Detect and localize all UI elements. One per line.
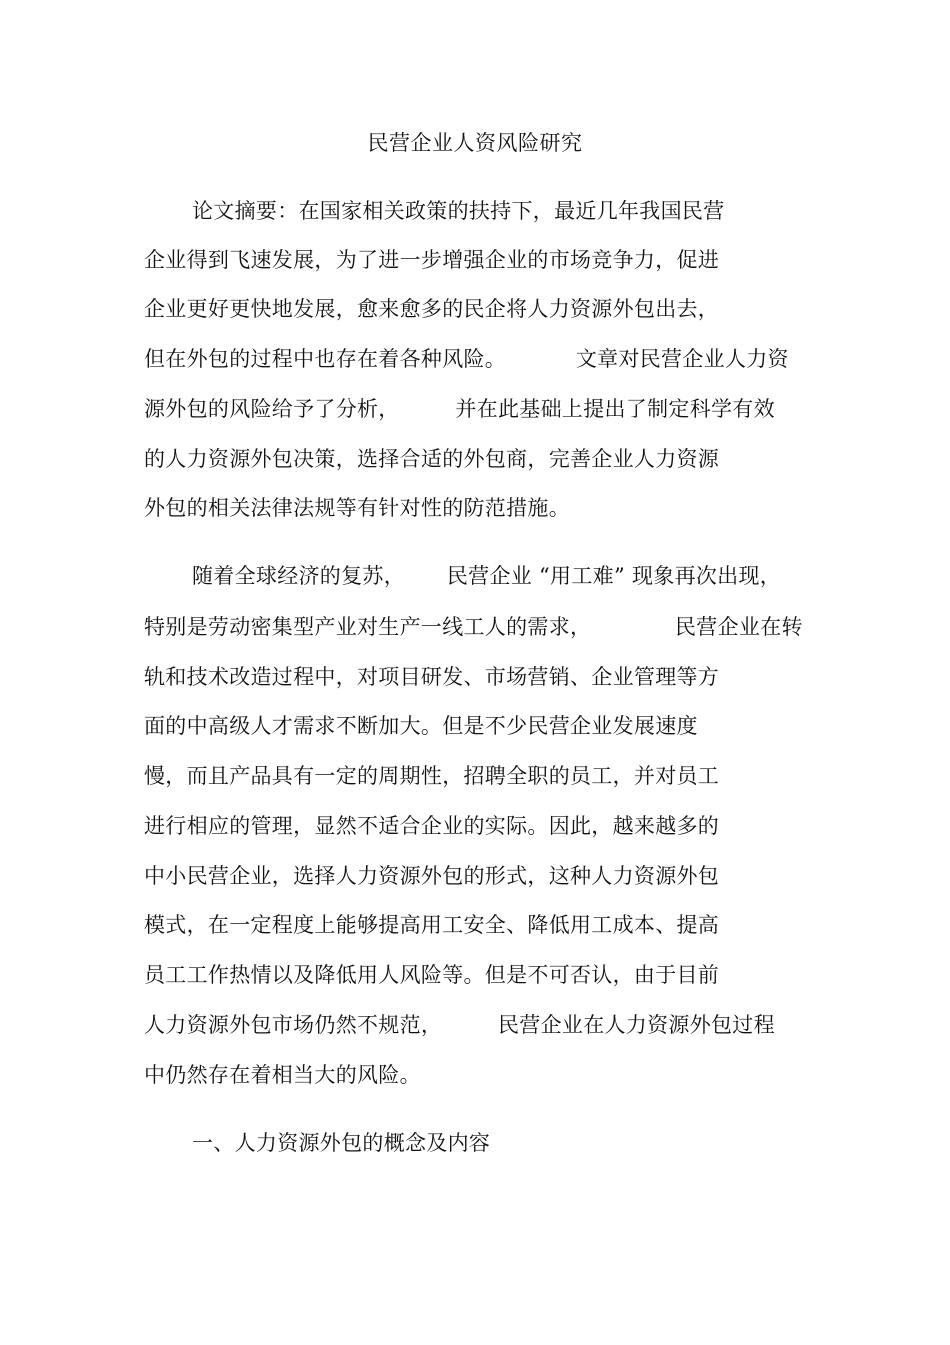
abstract-line: 企业更好更快地发展，愈来愈多的民企将人力资源外包出去， [144,297,720,321]
abstract-line: 企业得到飞速发展，为了进一步增强企业的市场竞争力，促进 [144,248,720,272]
abstract-line: 的人力资源外包决策，选择合适的外包商，完善企业人力资源 [144,447,720,471]
abstract-line: 源外包的风险给予了分析， 并在此基础上提出了制定科学有效 [144,397,775,421]
abstract-line: 但在外包的过程中也存在着各种风险。 文章对民营企业人力资 [144,347,789,371]
body-line: 进行相应的管理，显然不适合企业的实际。因此，越来越多的 [144,814,720,838]
body-line: 随着全球经济的复苏， 民营企业 “用工难” 现象再次出现， [192,564,782,588]
abstract-line: 外包的相关法律法规等有针对性的防范措施。 [144,496,570,520]
body-line: 模式，在一定程度上能够提高用工安全、降低用工成本、提高 [144,913,720,937]
document-title: 民营企业人资风险研究 [367,131,583,155]
body-line: 慢，而且产品具有一定的周期性，招聘全职的员工，并对员工 [144,764,720,788]
body-line: 人力资源外包市场仍然不规范， 民营企业在人力资源外包过程 [144,1013,775,1037]
body-line: 特别是劳动密集型产业对生产一线工人的需求， 民营企业在转 [144,615,803,639]
abstract-line: 论文摘要：在国家相关政策的扶持下，最近几年我国民营 [192,199,725,223]
body-line: 轨和技术改造过程中，对项目研发、市场营销、企业管理等方 [144,665,720,689]
body-line: 面的中高级人才需求不断加大。但是不少民营企业发展速度 [144,714,698,738]
body-line: 中小民营企业，选择人力资源外包的形式，这种人力资源外包 [144,864,720,888]
body-line: 员工工作热情以及降低用人风险等。但是不可否认，由于目前 [144,963,720,987]
body-line: 中仍然存在着相当大的风险。 [144,1063,421,1087]
section-heading: 一、人力资源外包的概念及内容 [192,1131,491,1155]
